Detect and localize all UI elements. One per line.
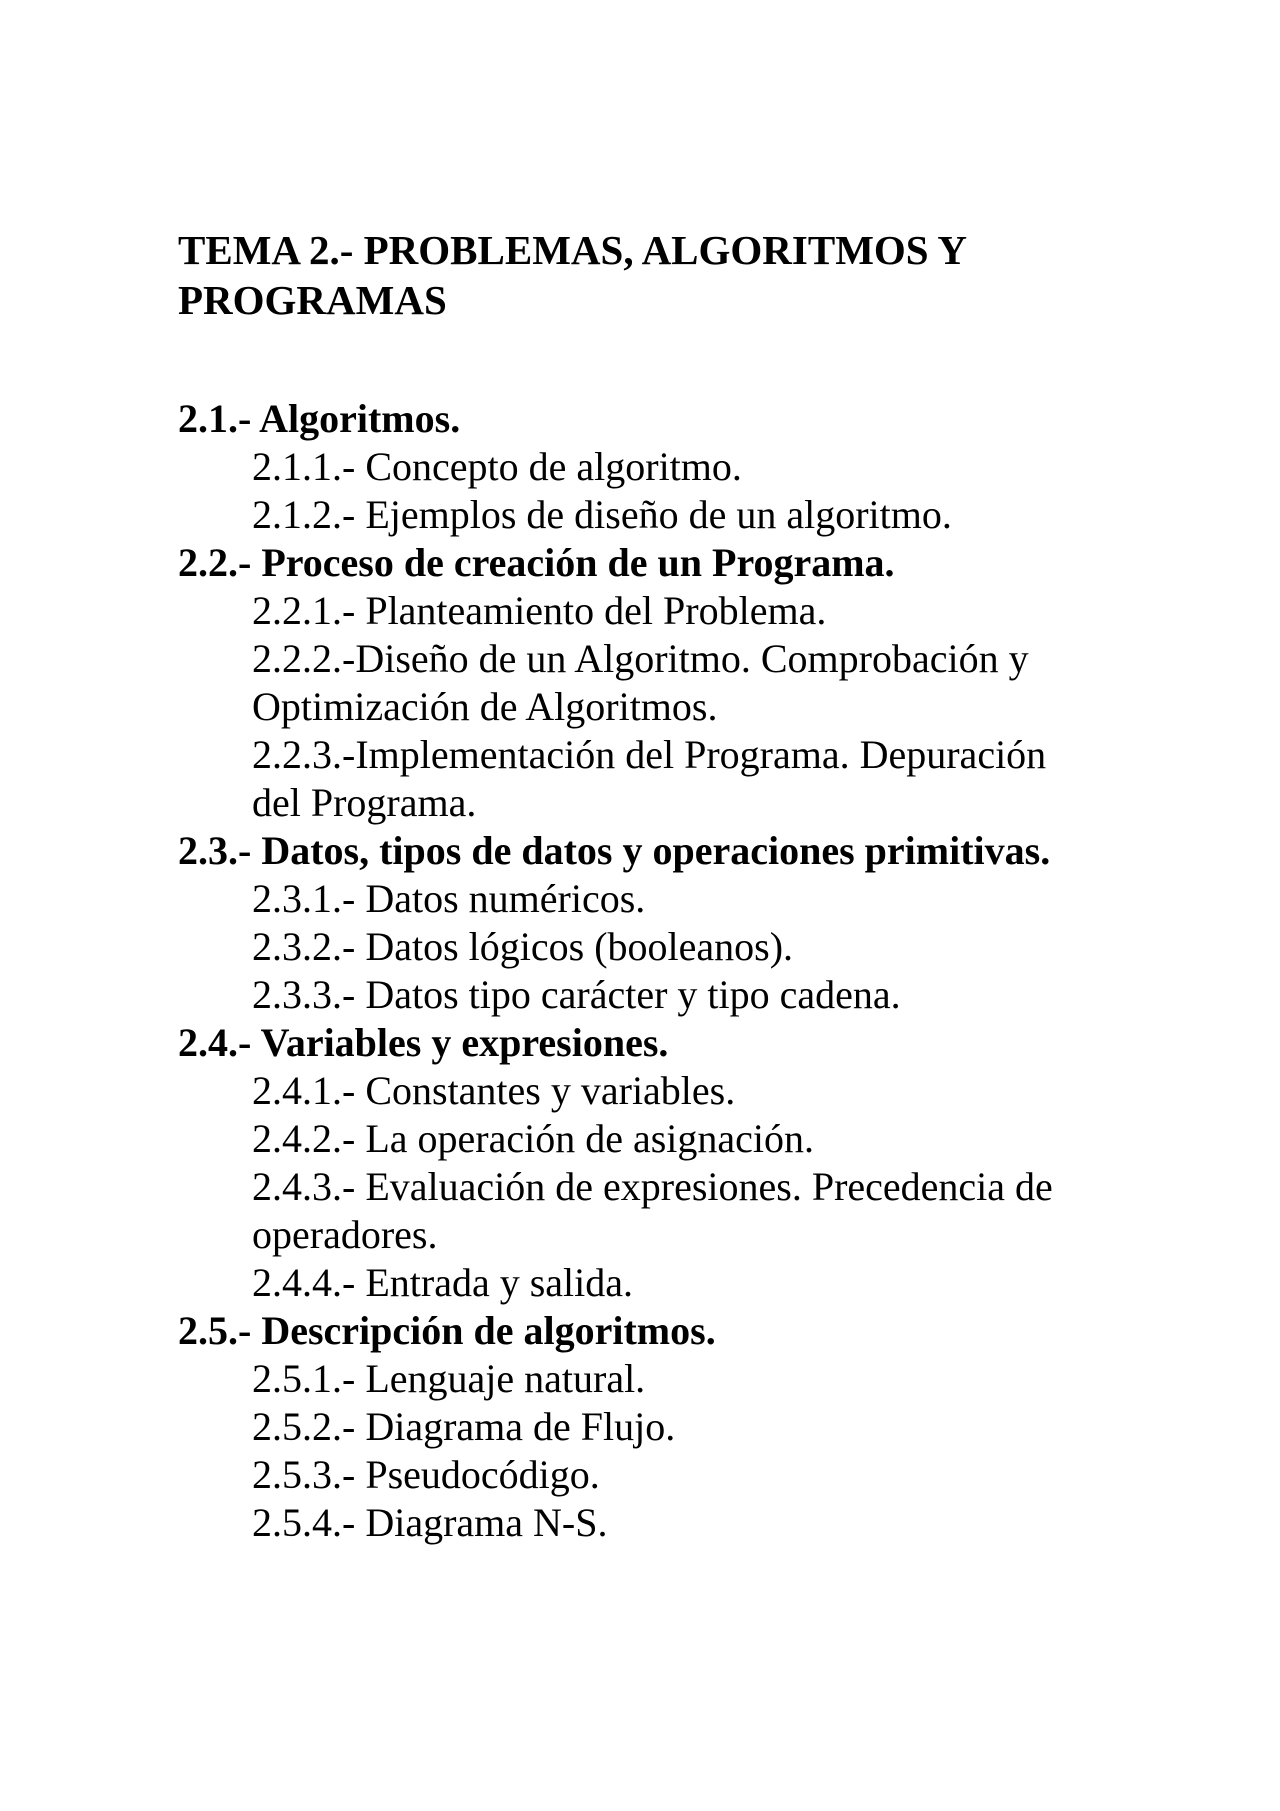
subsection-item: 2.4.2.- La operación de asignación. [252, 1116, 815, 1161]
table-of-contents [178, 395, 1178, 1547]
subsection-item: 2.5.2.- Diagrama de Flujo. [252, 1404, 676, 1449]
section-heading: 2.5.- Descripción de algoritmos. [178, 1308, 716, 1353]
subsection-item: 2.1.1.- Concepto de algoritmo. [252, 444, 742, 489]
toc-section [178, 1307, 1178, 1547]
subsection-item: 2.3.2.- Datos lógicos (booleanos). [252, 924, 794, 969]
subsection-item: 2.2.2.-Diseño de un Algoritmo. Comprobación y Optimización de Algoritmos. [252, 636, 1029, 729]
section-heading: 2.4.- Variables y expresiones. [178, 1020, 669, 1065]
subsection-item: 2.5.1.- Lenguaje natural. [252, 1356, 646, 1401]
section-heading: 2.3.- Datos, tipos de datos y operaciones primitivas. [178, 828, 1051, 873]
document-page [178, 225, 1178, 1547]
subsection-item: 2.5.3.- Pseudocódigo. [252, 1452, 600, 1497]
subsection-item: 2.2.1.- Planteamiento del Problema. [252, 588, 827, 633]
subsection-item: 2.3.3.- Datos tipo carácter y tipo cadena. [252, 972, 901, 1017]
document-title: TEMA 2.- PROBLEMAS, ALGORITMOS Y PROGRAMAS [178, 227, 966, 323]
subsection-item: 2.4.1.- Constantes y variables. [252, 1068, 736, 1113]
toc-section [178, 1019, 1178, 1307]
subsection-item: 2.1.2.- Ejemplos de diseño de un algoritmo. [252, 492, 952, 537]
section-heading: 2.1.- Algoritmos. [178, 396, 461, 441]
section-heading: 2.2.- Proceso de creación de un Programa. [178, 540, 895, 585]
toc-section [178, 827, 1178, 1019]
toc-section [178, 395, 1178, 539]
subsection-item: 2.2.3.-Implementación del Programa. Depuración del Programa. [252, 732, 1047, 825]
subsection-item: 2.4.3.- Evaluación de expresiones. Precedencia de operadores. [252, 1164, 1053, 1257]
subsection-item: 2.4.4.- Entrada y salida. [252, 1260, 633, 1305]
subsection-item: 2.5.4.- Diagrama N-S. [252, 1500, 608, 1545]
subsection-item: 2.3.1.- Datos numéricos. [252, 876, 646, 921]
toc-section [178, 539, 1178, 827]
